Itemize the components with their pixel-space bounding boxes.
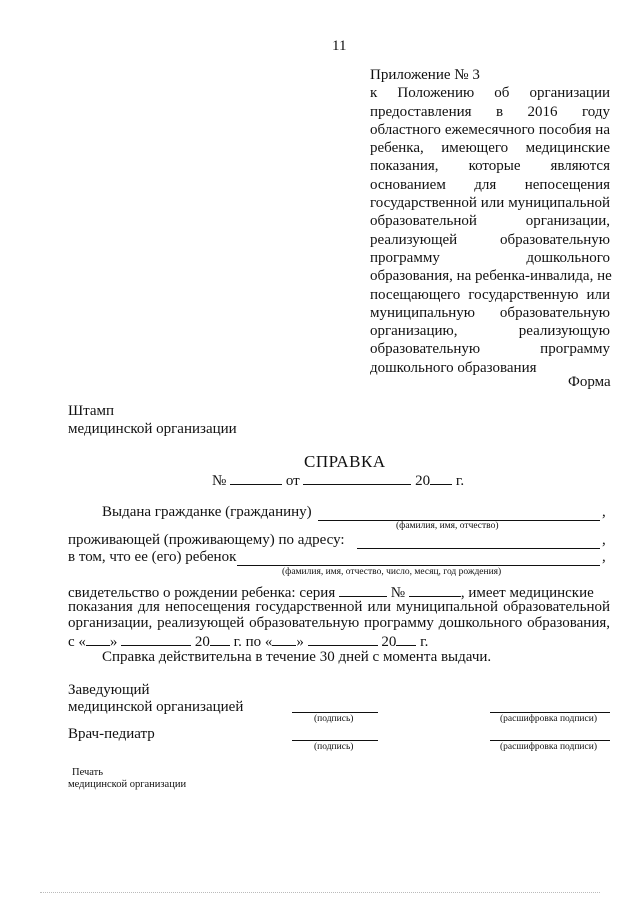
appendix-header	[370, 66, 610, 377]
period-to-year-field[interactable]	[396, 631, 416, 646]
stamp-org-label: медицинской организации	[68, 421, 237, 437]
appendix-line: Приложение № 3	[370, 67, 480, 83]
form-label: Форма	[568, 374, 611, 390]
reason-line-2: организации, реализующей образовательную программу дошкольного образования,	[68, 615, 610, 631]
child-hint: (фамилия, имя, отчество, число, месяц, год рождения)	[282, 567, 502, 577]
period-close: »	[296, 634, 304, 650]
period-to: г. по «	[233, 634, 273, 650]
address-field[interactable]	[357, 534, 600, 549]
appendix-line: организацию, реализующую	[370, 323, 610, 340]
birth-cert-label: свидетельство о рождении ребенка: серия	[68, 585, 336, 601]
child-field[interactable]	[237, 551, 600, 566]
period-from-year-field[interactable]	[210, 631, 230, 646]
period-from: с «	[68, 634, 86, 650]
validity-note: Справка действительна в течение 30 дней с момента выдачи.	[102, 649, 492, 665]
period-to-day-field[interactable]	[272, 631, 296, 646]
pediatrician-signature-field[interactable]	[292, 740, 378, 741]
issued-to-label: Выдана гражданке (гражданину)	[102, 504, 312, 520]
appendix-line: образования, на ребенка-инвалида, не	[370, 268, 612, 285]
period-line	[68, 631, 428, 651]
sign-hint: (подпись)	[314, 742, 354, 752]
page-edge-divider	[40, 892, 600, 893]
stamp-label: Штамп	[68, 403, 115, 419]
seal-org-label: медицинской организации	[68, 779, 187, 790]
appendix-line: областного ежемесячного пособия на	[370, 121, 610, 138]
address-label: проживающей (проживающему) по адресу:	[68, 532, 345, 548]
number-sign: №	[212, 473, 227, 489]
year-prefix: 20	[415, 473, 431, 489]
pediatrician-label: Врач-педиатр	[68, 726, 155, 742]
head-signature-field[interactable]	[292, 712, 378, 713]
appendix-line: основанием для непосещения	[370, 176, 610, 193]
appendix-line: посещающего государственную или	[370, 286, 610, 303]
period-close: »	[109, 634, 118, 650]
decode-hint: (расшифровка подписи)	[500, 742, 597, 752]
reason-line-1: показания для непосещения государственной или муниципальной образовательной	[68, 599, 610, 615]
from-word: от	[285, 473, 300, 489]
number-field[interactable]	[230, 470, 282, 485]
period-year-prefix: 20	[194, 634, 210, 650]
birth-cert-tail: , имеет медицинские	[460, 585, 594, 601]
document-title: СПРАВКА	[304, 452, 386, 471]
sign-hint: (подпись)	[314, 714, 354, 724]
birth-cert-no: №	[390, 585, 406, 601]
head-title-line2: медицинской организацией	[68, 699, 244, 715]
pediatrician-decode-field[interactable]	[490, 740, 610, 741]
period-end: г.	[420, 634, 429, 650]
page-number: 11	[332, 38, 347, 54]
appendix-line: дошкольного образования	[370, 359, 537, 376]
appendix-line: образовательную программу	[370, 341, 610, 358]
appendix-line: программу дошкольного	[370, 249, 610, 266]
appendix-line: показания, которые являются	[370, 158, 610, 175]
child-label: в том, что ее (его) ребенок	[68, 549, 237, 565]
issued-to-hint: (фамилия, имя, отчество)	[396, 521, 499, 531]
appendix-line: ребенка, имеющего медицинские	[370, 140, 610, 157]
comma: ,	[602, 504, 606, 520]
appendix-line: муниципальную образовательную	[370, 304, 610, 321]
date-field[interactable]	[303, 470, 411, 485]
year-suffix: г.	[455, 473, 465, 489]
appendix-line: реализующей образовательную	[370, 231, 610, 248]
period-to-month-field[interactable]	[308, 631, 378, 646]
birth-cert-number-field[interactable]	[409, 582, 461, 597]
appendix-line: государственной или муниципальной	[370, 195, 610, 212]
period-from-month-field[interactable]	[121, 631, 191, 646]
document-number-line	[212, 470, 464, 490]
comma: ,	[602, 549, 606, 565]
seal-label: Печать	[72, 767, 104, 778]
period-from-day-field[interactable]	[86, 631, 110, 646]
head-title-line1: Заведующий	[68, 682, 150, 698]
period-year-prefix: 20	[381, 634, 397, 650]
appendix-line: образовательной организации,	[370, 213, 610, 230]
appendix-line: предоставления в 2016 году	[370, 103, 610, 120]
birth-cert-series-field[interactable]	[339, 582, 387, 597]
decode-hint: (расшифровка подписи)	[500, 714, 597, 724]
year-field[interactable]	[430, 470, 452, 485]
issued-to-field[interactable]	[318, 506, 600, 521]
comma: ,	[602, 532, 606, 548]
appendix-line: к Положению об организации	[370, 85, 610, 102]
head-decode-field[interactable]	[490, 712, 610, 713]
